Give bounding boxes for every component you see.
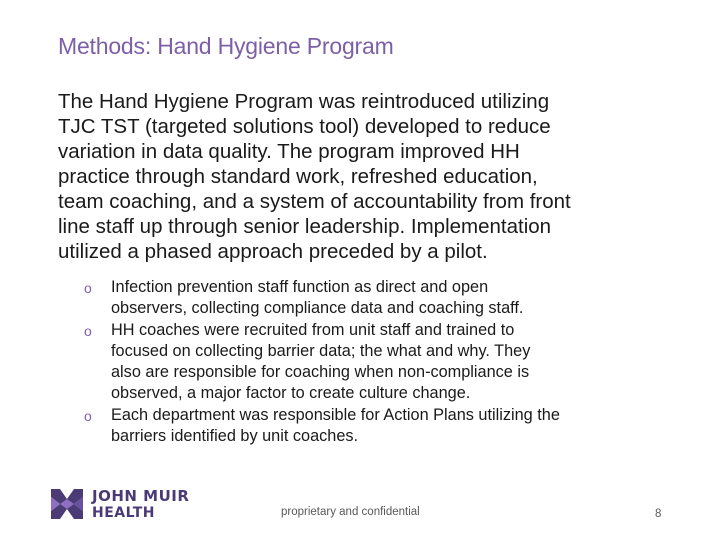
- paragraph-line: line staff up through senior leadership. Implementation: [58, 215, 552, 238]
- bullet-line: focused on collecting barrier data; the what and why. They: [111, 341, 531, 360]
- bullet-line: also are responsible for coaching when non-compliance is: [111, 363, 530, 382]
- bullet-item: [84, 320, 684, 405]
- page-number: 8: [655, 508, 662, 520]
- bullet-line: Each department was responsible for Action Plans utilizing the: [111, 405, 560, 424]
- bullet-marker: o: [84, 280, 92, 296]
- bullet-item: [84, 277, 684, 320]
- bullet-line: observed, a major factor to create culture change.: [111, 384, 471, 403]
- logo-line: JOHN MUIR: [92, 487, 190, 505]
- bullet-line: barriers identified by unit coaches.: [111, 427, 359, 446]
- paragraph-line: team coaching, and a system of accountability from front: [58, 190, 571, 213]
- john-muir-health-logo: [50, 487, 215, 523]
- john-muir-health-mark-icon: [50, 487, 84, 521]
- bullet-line: Infection prevention staff function as direct and open: [111, 278, 489, 296]
- slide-title: Methods: Hand Hygiene Program: [58, 33, 394, 59]
- bullet-marker: o: [84, 322, 92, 339]
- body-paragraph: [58, 89, 678, 264]
- footer-text: proprietary and confidential: [281, 506, 420, 518]
- paragraph-line: utilized a phased approach preceded by a pilot.: [58, 240, 488, 263]
- paragraph-line: variation in data quality. The program improved HH: [58, 140, 520, 163]
- bullet-line: observers, collecting compliance data and coaching staff.: [111, 299, 524, 318]
- logo-wordmark: [92, 488, 189, 522]
- bullet-line: HH coaches were recruited from unit staff and trained to: [111, 320, 515, 339]
- paragraph-line: TJC TST (targeted solutions tool) developed to reduce: [58, 115, 551, 138]
- paragraph-line: The Hand Hygiene Program was reintroduced utilizing: [58, 90, 550, 113]
- logo-line: HEALTH: [92, 505, 155, 521]
- bullet-list: [84, 277, 684, 447]
- bullet-item: [84, 405, 684, 448]
- paragraph-line: practice through standard work, refreshed education,: [58, 165, 538, 188]
- bullet-marker: o: [84, 407, 92, 424]
